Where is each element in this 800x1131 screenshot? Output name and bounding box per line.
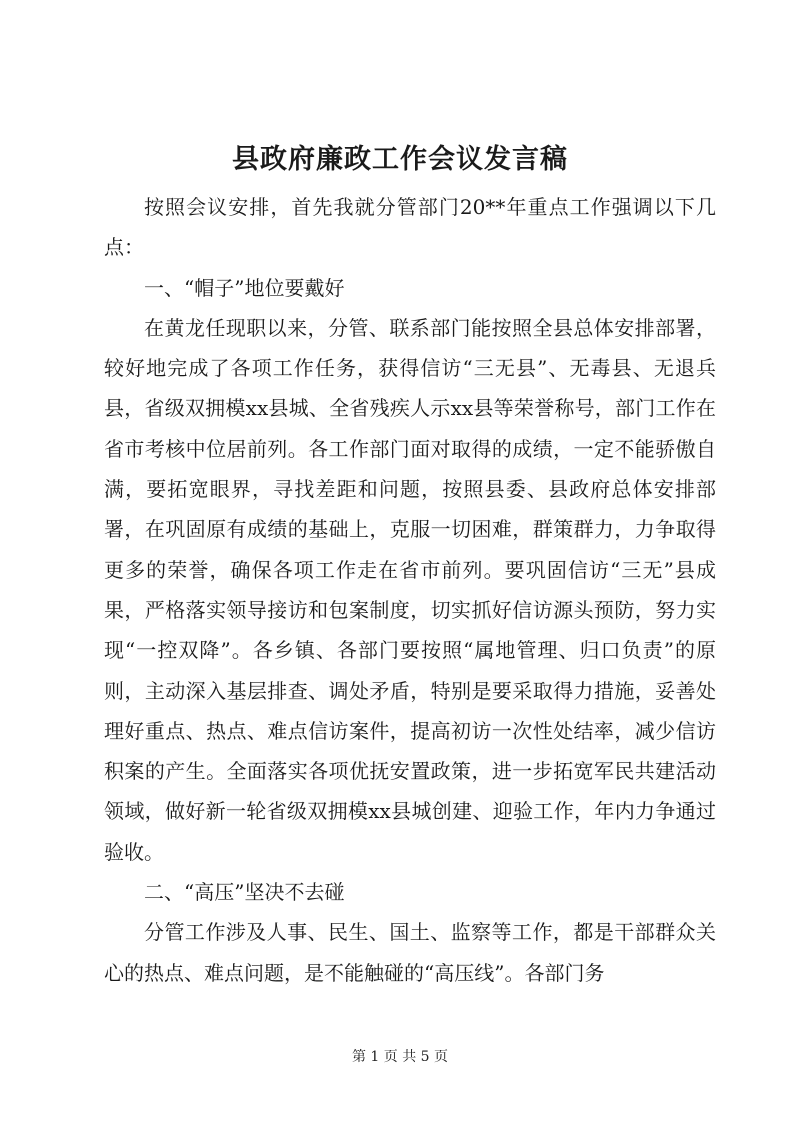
section-heading-1: 一、“帽子”地位要戴好 <box>144 275 345 300</box>
document-body <box>104 187 716 993</box>
section-heading-2: 二、“高压”坚决不去碰 <box>144 880 345 905</box>
intro-paragraph: 按照会议安排，首先我就分管部门20**年重点工作强调以下几点： <box>104 195 716 260</box>
document-title: 县政府廉政工作会议发言稿 <box>232 144 568 175</box>
page-footer: 第 1 页 共 5 页 <box>351 1049 449 1065</box>
section-paragraph-2: 分管工作涉及人事、民生、国土、监察等工作，都是干部群众关心的热点、难点问题，是不能触碰的“高压线”。各部门务 <box>104 920 716 985</box>
section-paragraph-1: 在黄龙任现职以来，分管、联系部门能按照全县总体安排部署，较好地完成了各项工作任务，获得信访“三无县”、无毒县、无退兵县，省级双拥模xx县城、全省残疾人示xx县等荣誉称号，部门工作在省市考核中位居前列。各工作部门面对取得的成绩，一定不能骄傲自满，要拓宽眼界，寻找差距和问题，按照县委、县政府总体安排部署，在巩固原有成绩的基础上，克服一切困难，群策群力，力争取得更多的荣誉，确保各项工作走在省市前列。要巩固信访“三无”县成果，严格落实领导接访和包案制度，切实抓好信访源头预防，努力实现“一控双降”。各乡镇、各部门要按照“属地管理、归口负责”的原则，主动深入基层排查、调处矛盾，特别是要采取得力措施，妥善处理好重点、热点、难点信访案件，提高初访一次性处结率，减少信访积案的产生。全面落实各项优抚安置政策，进一步拓宽军民共建活动领域，做好新一轮省级双拥模xx县城创建、迎验工作，年内力争通过验收。 <box>104 315 716 864</box>
